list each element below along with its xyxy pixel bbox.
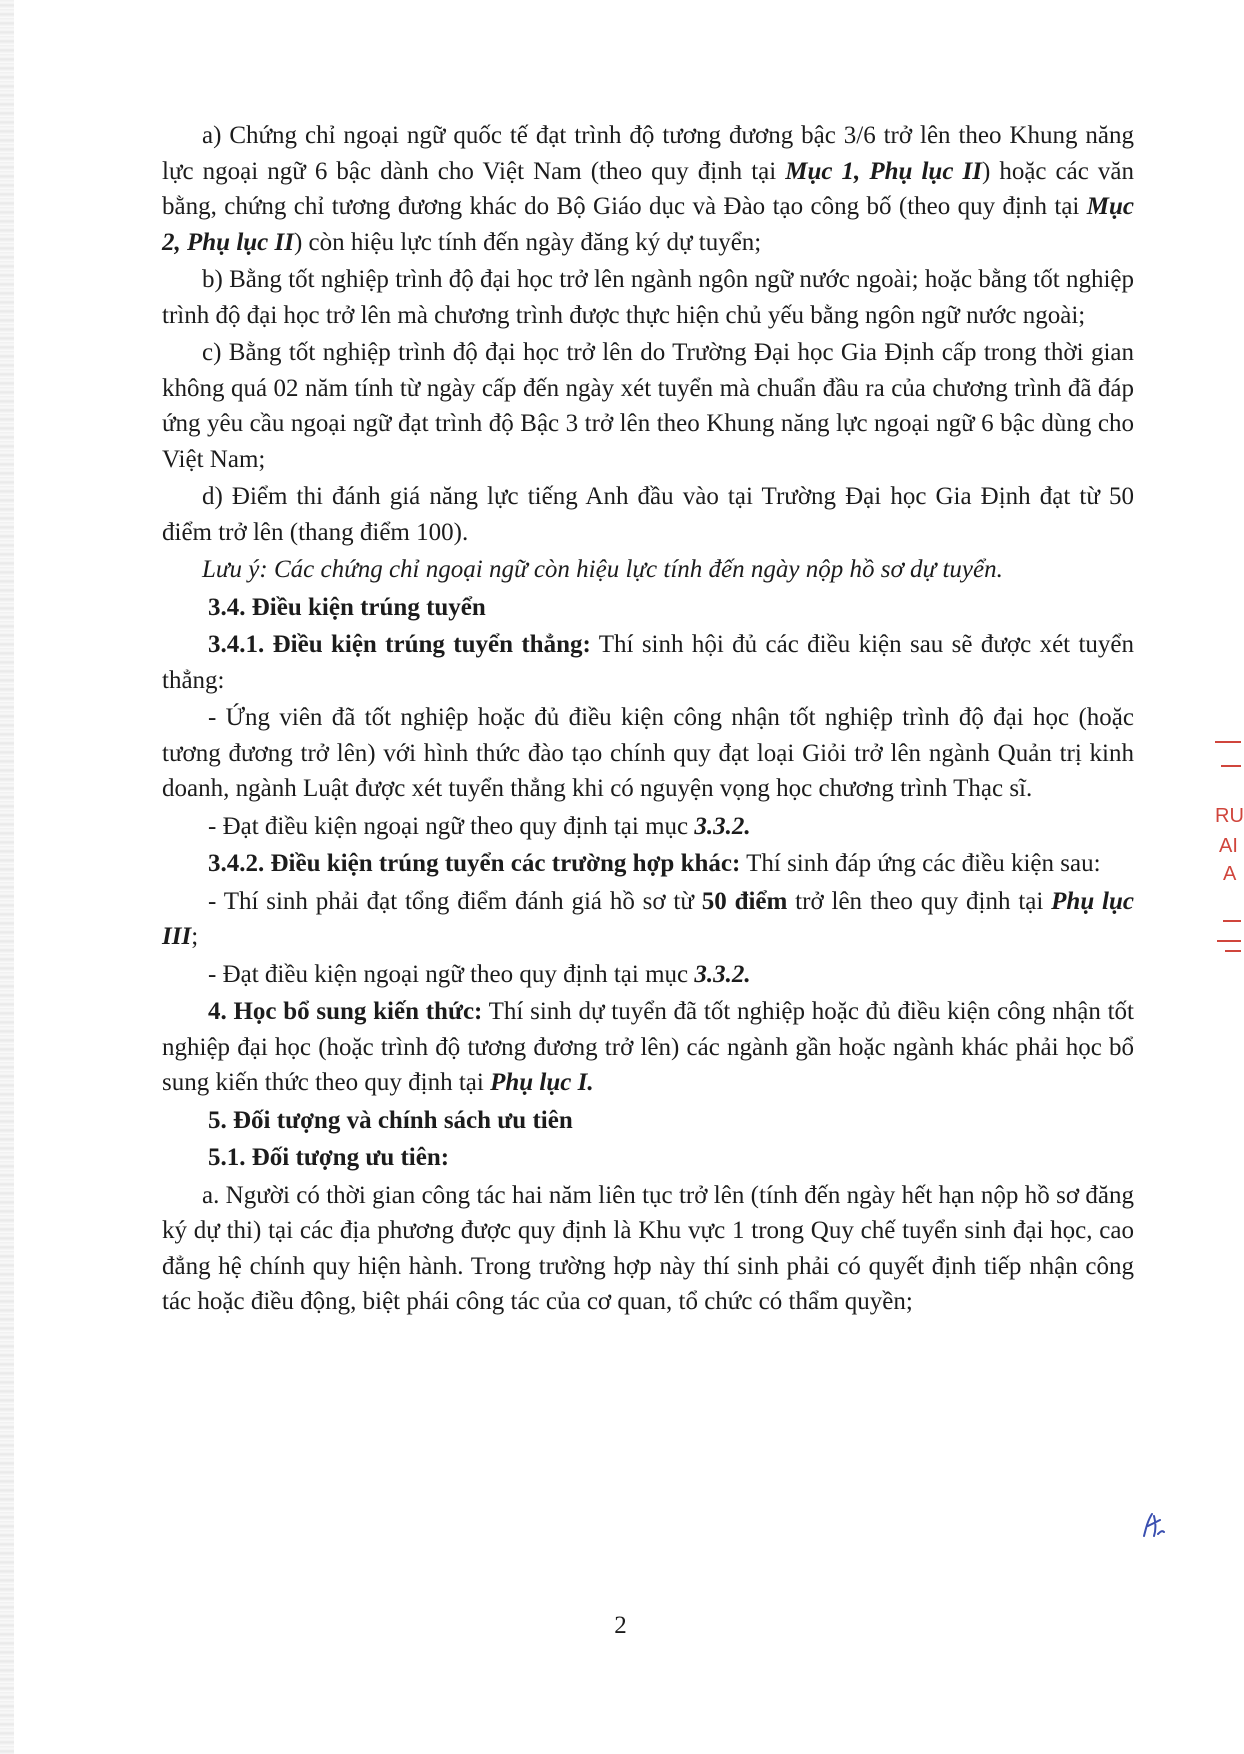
section-3-4-heading: 3.4. Điều kiện trúng tuyển [208,593,486,621]
stamp-text: A [1223,863,1237,885]
section-3-4-1-heading: 3.4.1. Điều kiện trúng tuyển thẳng: [208,631,591,658]
section-5-1-item-a: a. Người có thời gian công tác hai năm liên tục trở lên (tính đến ngày hết hạn nộp hồ sơ đăng ký dự thi) tại các địa phương được quy định là Khu vực 1 trong Quy chế tuyển sinh đại học, cao đẳng hệ chính quy hiện hành. Trong trường hợp này thí sinh phải có quyết định tiếp nhận công tác hoặc điều động, biệt phái công tác của cơ quan, tổ chức có thẩm quyền; [162,1181,1134,1315]
section-5-1-heading: 5.1. Đối tượng ưu tiên: [208,1144,450,1171]
section-5-heading: 5. Đối tượng và chính sách ưu tiên [208,1106,573,1134]
section-3-4-1-bullet-1: - Ứng viên đã tốt nghiệp hoặc đủ điều kiện công nhận tốt nghiệp trình độ đại học (hoặc tương đương trở lên) với hình thức đào tạo chính quy đạt loại Giỏi trở lên ngành Quản trị kinh doanh, ngành Luật được xét tuyển thẳng khi có nguyện vọng học chương trình Thạc sĩ. [162,704,1134,802]
section-3-4-1: 3.4.1. Điều kiện trúng tuyển thẳng: Thí sinh hội đủ các điều kiện sau sẽ được xét tuyển thẳng: [162,631,1135,694]
document-body [162,118,1134,1322]
section-3-4-2: 3.4.2. Điều kiện trúng tuyển các trường hợp khác: Thí sinh đáp ứng các điều kiện sau: [208,850,1101,877]
section-3-4-1-bullet-2: - Đạt điều kiện ngoại ngữ theo quy định tại mục 3.3.2. [208,812,751,840]
stamp-line [1221,765,1241,767]
item-b: b) Bằng tốt nghiệp trình độ đại học trở lên ngành ngôn ngữ nước ngoài; hoặc bằng tốt nghiệp trình độ đại học trở lên mà chương trình được thực hiện chủ yếu bằng ngôn ngữ nước ngoài; [162,266,1134,329]
section-3-4-2-heading: 3.4.2. Điều kiện trúng tuyển các trường hợp khác: [208,850,741,877]
handwritten-initial-mark [1138,1510,1166,1540]
ref-muc-1: Mục 1, Phụ lục II [785,157,982,185]
ref-muc-2: Mục 2, Phụ lục II [162,193,1134,256]
stamp-text: RU [1215,805,1244,827]
scan-edge [0,0,14,1754]
stamp-line [1225,950,1241,952]
section-4-heading: 4. Học bổ sung kiến thức: [208,998,483,1025]
stamp-line [1217,940,1241,942]
item-a: a) Chứng chỉ ngoại ngữ quốc tế đạt trình độ tương đương bậc 3/6 trở lên theo Khung năng lực ngoại ngữ 6 bậc dành cho Việt Nam (theo quy định tại Mục 1, Phụ lục II) hoặc các văn bằng, chứng chỉ tương đương khác do Bộ Giáo dục và Đào tạo công bố (theo quy định tại Mục 2, Phụ lục II) còn hiệu lực tính đến ngày đăng ký dự tuyển; [162,122,1134,256]
section-4: 4. Học bổ sung kiến thức: Thí sinh dự tuyển đã tốt nghiệp hoặc đủ điều kiện công nhận tốt nghiệp đại học (hoặc trình độ tương đương trở lên) các ngành gần hoặc ngành khác phải học bổ sung kiến thức theo quy định tại Phụ lục I. [162,998,1134,1096]
item-c: c) Bằng tốt nghiệp trình độ đại học trở lên do Trường Đại học Gia Định cấp trong thời gian không quá 02 năm tính từ ngày cấp đến ngày xét tuyển mà chuẩn đầu ra của chương trình đã đáp ứng yêu cầu ngoại ngữ đạt trình độ Bậc 3 trở lên theo Khung năng lực ngoại ngữ 6 bậc dùng cho Việt Nam; [162,339,1134,473]
red-stamp-fragment [1211,735,1244,970]
page-number: 2 [614,1612,627,1639]
note: Lưu ý: Các chứng chỉ ngoại ngữ còn hiệu lực tính đến ngày nộp hồ sơ dự tuyển. [202,556,1003,583]
section-3-4-2-bullet-2: - Đạt điều kiện ngoại ngữ theo quy định tại mục 3.3.2. [208,960,751,988]
item-d: d) Điểm thi đánh giá năng lực tiếng Anh đầu vào tại Trường Đại học Gia Định đạt từ 50 điểm trở lên (thang điểm 100). [162,483,1134,546]
stamp-line [1223,920,1241,922]
stamp-text: AI [1219,835,1238,857]
stamp-line [1215,741,1241,743]
section-3-4-2-bullet-1: - Thí sinh phải đạt tổng điểm đánh giá hồ sơ từ 50 điểm trở lên theo quy định tại Phụ lục III; [162,887,1134,950]
